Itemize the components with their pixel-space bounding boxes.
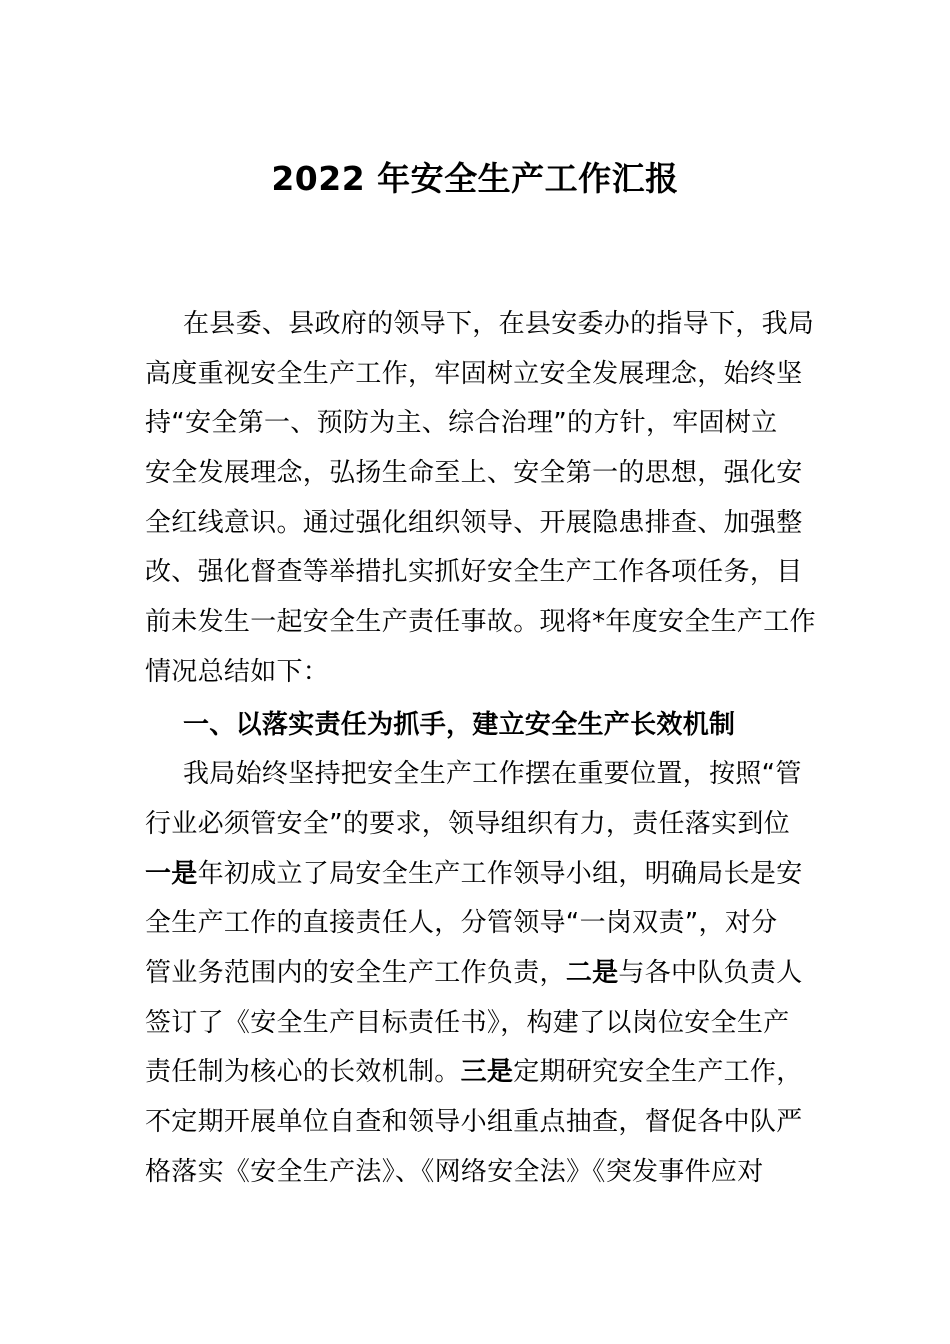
- text-line: 不定期开展单位自查和领导小组重点抽查，督促各中队严: [145, 1107, 803, 1137]
- text-line: 持“安全第一、预防为主、综合治理”的方针，牢固树立: [145, 408, 778, 439]
- text-line: 全红线意识。通过强化组织领导、开展隐患排查、加强整: [145, 507, 803, 538]
- text-line: [145, 949, 807, 999]
- section-heading: 一、以落实责任为抓手，建立安全生产长效机制: [183, 709, 736, 740]
- document-body: [145, 300, 816, 1197]
- text-segment: 与各中队负责人: [618, 957, 803, 988]
- text-line: 情况总结如下：: [145, 656, 330, 687]
- text-line: 改、强化督查等举措扎实抓好安全生产工作各项任务，目: [145, 557, 803, 588]
- text-line: 签订了《安全生产目标责任书》，构建了以岗位安全生产: [145, 1007, 790, 1038]
- text-line: 全生产工作的直接责任人，分管领导“一岗双责”，对分: [145, 908, 778, 939]
- text-segment: 定期研究安全生产工作，: [513, 1057, 803, 1088]
- intro-paragraph: [145, 300, 816, 698]
- document-title: 2022 年安全生产工作汇报: [271, 159, 679, 198]
- emphasis-label: 三是: [460, 1057, 514, 1088]
- text-line: 在县委、县政府的领导下，在县安委办的指导下，我局: [183, 309, 815, 339]
- text-line: [145, 850, 807, 900]
- text-segment: 责任制为核心的长效机制。: [145, 1057, 461, 1088]
- text-line: 我局始终坚持把安全生产工作摆在重要位置，按照“管: [183, 759, 802, 790]
- text-line: 行业必须管安全”的要求，领导组织有力，责任落实到位: [145, 808, 790, 839]
- emphasis-label: 二是: [565, 957, 619, 988]
- text-line: 高度重视安全生产工作，牢固树立安全发展理念，始终坚: [145, 358, 803, 389]
- text-line: [145, 1048, 807, 1098]
- text-segment: 年初成立了局安全生产工作领导小组，明确局长是安: [197, 858, 803, 889]
- text-line: 格落实《安全生产法》、《网络安全法》《突发事件应对: [145, 1156, 764, 1187]
- section-paragraph: [145, 750, 807, 1197]
- text-line: 安全发展理念，弘扬生命至上、安全第一的思想，强化安: [145, 458, 803, 489]
- text-line: 前未发生一起安全生产责任事故。现将*年度安全生产工作: [145, 607, 816, 638]
- emphasis-label: 一是: [145, 858, 198, 889]
- text-segment: 管业务范围内的安全生产工作负责，: [145, 957, 566, 988]
